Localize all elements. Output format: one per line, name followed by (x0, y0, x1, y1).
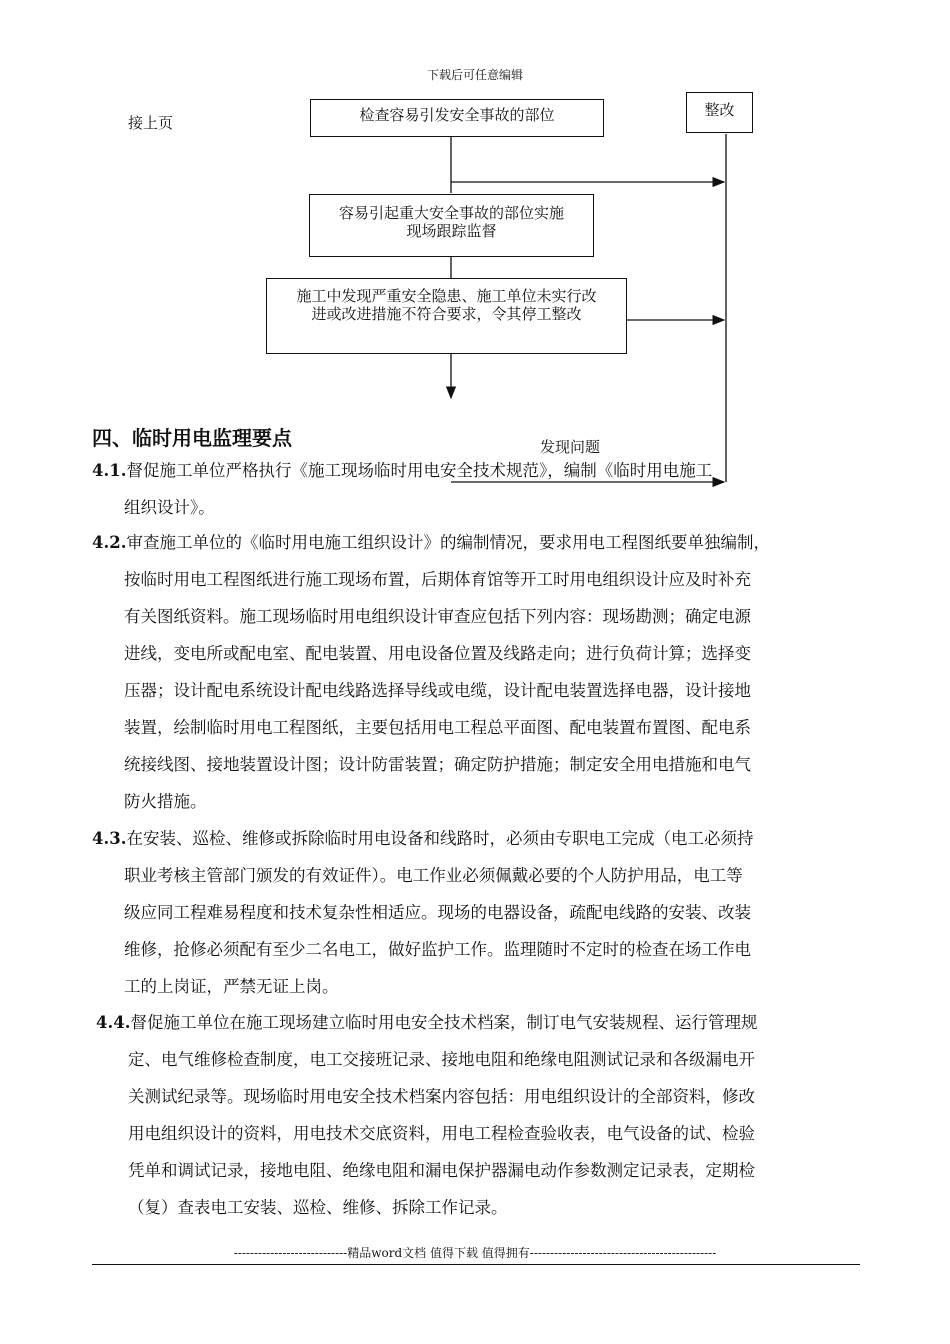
paragraph-line: 装置，绘制临时用电工程图纸，主要包括用电工程总平面图、配电装置布置图、配电系 (124, 718, 751, 737)
footer-text: ----------------------------精品word文档 值得下载 值得拥有---------------------------------------------- (233, 1246, 717, 1260)
paragraph-line: 定、电气维修检查制度，电工交接班记录、接地电阻和绝缘电阻测试记录和各级漏电开 (128, 1050, 755, 1069)
found-problem-label: 发现问题 (540, 438, 601, 456)
paragraph-line: 用电组织设计的资料，用电技术交底资料，用电工程检查验收表，电气设备的试、检验 (128, 1124, 755, 1143)
box-stop-line2: 进或改进措施不符合要求，令其停工整改 (311, 305, 582, 323)
paragraph-4-3 (92, 820, 862, 1005)
box-track-line2: 现场跟踪监督 (406, 222, 497, 240)
paragraph-4-2 (92, 524, 862, 820)
paragraph-line: 有关图纸资料。施工现场临时用电组织设计审查应包括下列内容：现场勘测；确定电源 (124, 607, 751, 626)
footer-rule (92, 1264, 860, 1265)
paragraph-line: 进线，变电所或配电室、配电装置、用电设备位置及线路走向；进行负荷计算；选择变 (124, 644, 751, 663)
paragraph-line: 关测试纪录等。现场临时用电安全技术档案内容包括：用电组织设计的全部资料，修改 (128, 1087, 755, 1106)
box-rectify (686, 92, 753, 133)
header-note: 下载后可任意编辑 (426, 68, 523, 82)
box-check-accident-prone (310, 99, 604, 137)
paragraph-line: 审查施工单位的《临时用电施工组织设计》的编制情况，要求用电工程图纸要单独编制， (126, 533, 770, 552)
paragraph-line: 统接线图、接地装置设计图；设计防雷装置；确定防护措施；制定安全用电措施和电气 (124, 755, 751, 774)
box-stop-work (266, 278, 627, 354)
paragraph-line: 工的上岗证，严禁无证上岗。 (124, 977, 339, 996)
paragraph-line: （复）查表电工安装、巡检、维修、拆除工作记录。 (128, 1198, 508, 1217)
paragraph-line: 职业考核主管部门颁发的有效证件）。电工作业必须佩戴必要的个人防护用品，电工等 (124, 866, 743, 885)
paragraph-line: 在安装、巡检、维修或拆除临时用电设备和线路时，必须由专职电工完成（电工必须持 (126, 829, 754, 848)
paragraph-number: 4.2. (92, 533, 127, 552)
paragraph-number: 4.3. (92, 829, 127, 848)
paragraph-line: 压器；设计配电系统设计配电线路选择导线或电缆，设计配电装置选择电器，设计接地 (124, 681, 751, 700)
paragraph-line: 防火措施。 (124, 792, 207, 811)
paragraph-line: 按临时用电工程图纸进行施工现场布置，后期体育馆等开工时用电组织设计应及时补充 (124, 570, 751, 589)
box-rectify-text: 整改 (704, 101, 735, 119)
paragraph-line: 凭单和调试记录，接地电阻、绝缘电阻和漏电保护器漏电动作参数测定记录表，定期检 (128, 1161, 755, 1180)
paragraph-4-1 (92, 452, 862, 526)
section-title: 四、临时用电监理要点 (92, 426, 292, 450)
continued-label: 接上页 (128, 114, 174, 132)
paragraph-line: 级应同工程难易程度和技术复杂性相适应。现场的电器设备，疏配电线路的安装、改装 (124, 903, 751, 922)
paragraph-number: 4.1. (92, 461, 127, 480)
paragraph-4-4 (96, 1004, 866, 1226)
box-stop-line1: 施工中发现严重安全隐患、施工单位未实行改 (296, 287, 597, 305)
paragraph-line: 督促施工单位在施工现场建立临时用电安全技术档案，制订电气安装规程、运行管理规 (130, 1013, 758, 1032)
box-check-text: 检查容易引发安全事故的部位 (359, 106, 555, 124)
paragraph-line: 组织设计》。 (124, 498, 215, 517)
paragraph-line: 督促施工单位严格执行《施工现场临时用电安全技术规范》，编制《临时用电施工 (126, 461, 713, 480)
paragraph-number: 4.4. (96, 1013, 131, 1032)
box-track-line1: 容易引起重大安全事故的部位实施 (338, 204, 564, 222)
box-track-supervision (309, 194, 594, 257)
paragraph-line: 维修，抢修必须配有至少二名电工，做好监护工作。监理随时不定时的检查在场工作电 (124, 940, 751, 959)
